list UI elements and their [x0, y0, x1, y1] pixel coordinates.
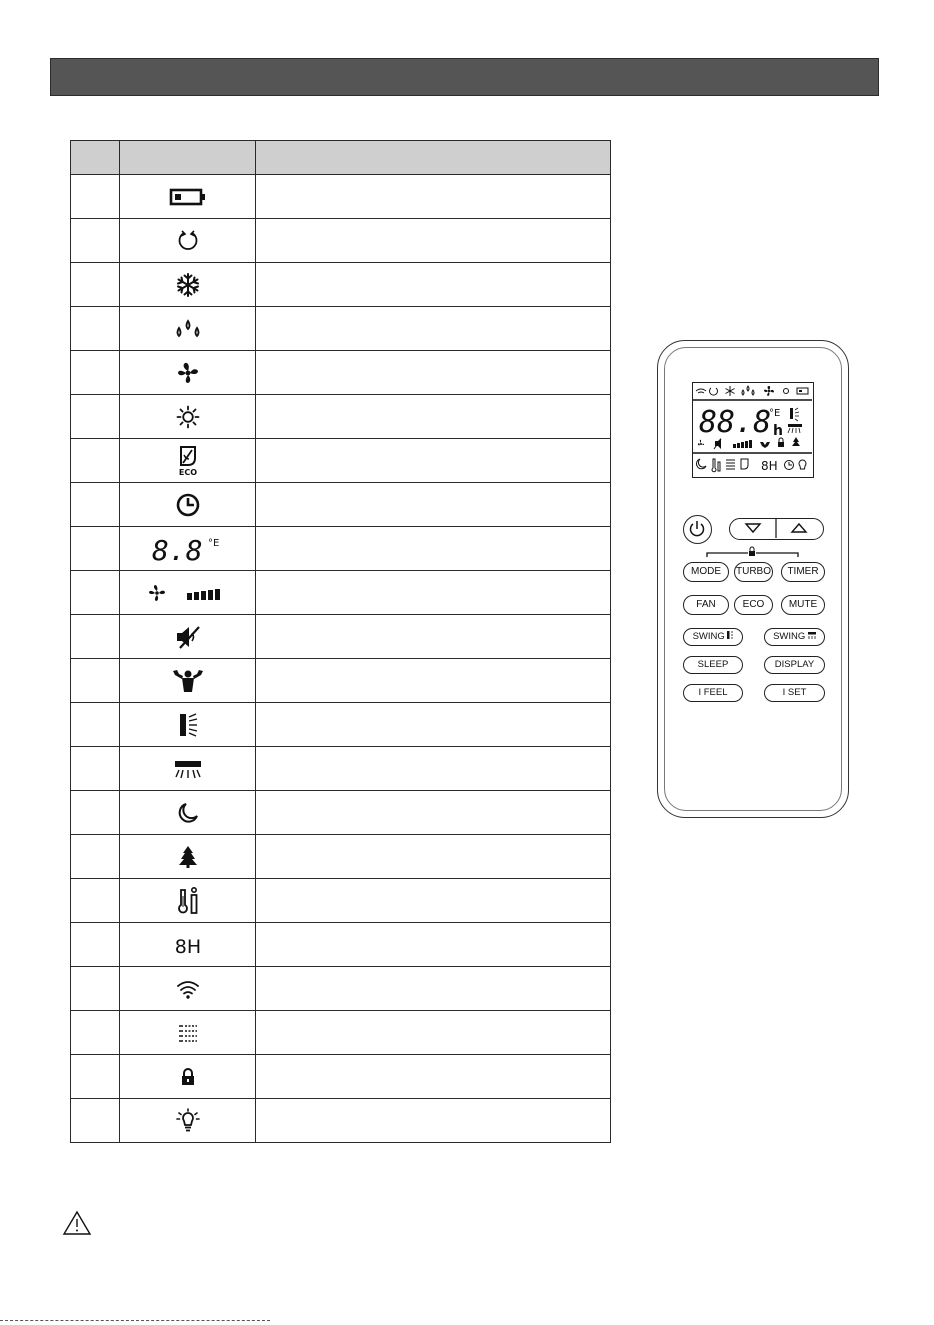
swing-horizontal-button[interactable]: [764, 628, 825, 646]
i-set-button[interactable]: I SET: [764, 684, 825, 702]
swing-horizontal-small-icon: [808, 632, 816, 639]
lcd-fan-icon: [764, 386, 774, 396]
lcd-auto-icon: [710, 388, 718, 395]
display-lines-icon: [175, 1021, 201, 1045]
power-icon: [684, 516, 710, 542]
icon-table: [70, 140, 611, 1143]
table-row: [71, 351, 611, 395]
table-row: [71, 659, 611, 703]
lock-icon: [179, 1067, 197, 1087]
table-row: [71, 703, 611, 747]
lock-combo-bracket: [705, 546, 800, 558]
i-feel-thermometer-person-icon: [175, 886, 201, 916]
table-row: [71, 571, 611, 615]
table-row: [71, 1011, 611, 1055]
header-symbol: [120, 141, 256, 175]
power-button[interactable]: [683, 515, 712, 544]
lcd-fan-small-icon: [700, 443, 702, 445]
lcd-ifeel-icon: [712, 459, 716, 472]
lcd-contents: [693, 383, 812, 476]
lcd-lock-icon: [778, 442, 784, 447]
swing-horizontal-label: SWING: [773, 631, 806, 642]
table-row: [71, 483, 611, 527]
table-row: [71, 791, 611, 835]
remote-lcd-screen: [692, 382, 814, 478]
swing-vertical-small-icon: [727, 631, 733, 639]
dry-mode-drops-icon: [174, 318, 202, 340]
display-digits: 8.8: [151, 533, 203, 564]
warning-triangle-icon: [62, 1210, 92, 1236]
mute-speaker-icon: [173, 624, 203, 650]
fan-mode-icon: [175, 360, 201, 386]
vertical-swing-icon: [175, 711, 201, 739]
lcd-hswing-icon: [788, 424, 802, 433]
fan-button[interactable]: FAN: [683, 595, 729, 615]
lcd-eco-icon: [741, 459, 748, 469]
timer-clock-icon: [175, 492, 201, 518]
lcd-snowflake-icon: [726, 386, 735, 396]
display-button[interactable]: DISPLAY: [764, 656, 825, 674]
eco-button[interactable]: ECO: [734, 595, 773, 615]
header-no: [71, 141, 120, 175]
wifi-icon: [175, 978, 201, 1000]
table-row: [71, 967, 611, 1011]
header-meaning: [256, 141, 611, 175]
eco-label: ECO: [178, 467, 197, 477]
display-unit: °E: [207, 537, 219, 549]
lcd-bulb-icon: [799, 460, 806, 469]
lcd-main-digits: 88.8: [699, 405, 772, 440]
light-bulb-icon: [175, 1108, 201, 1134]
lcd-turbo-icon: [760, 442, 770, 448]
table-row: [71, 1055, 611, 1099]
turbo-button[interactable]: TURBO: [734, 562, 773, 582]
lcd-wifi-icon: [696, 389, 706, 391]
table-row: [71, 175, 611, 219]
table-row: [71, 835, 611, 879]
tree-icon: [178, 845, 198, 869]
table-row: [71, 747, 611, 791]
section-header-bar: [50, 58, 879, 96]
table-row: [71, 219, 611, 263]
lcd-battery-icon: [797, 388, 808, 394]
eco-leaf-icon: [175, 444, 201, 478]
sleep-button[interactable]: SLEEP: [683, 656, 743, 674]
lcd-vswing-icon: [790, 408, 799, 421]
timer-button[interactable]: TIMER: [781, 562, 825, 582]
cool-mode-snowflake-icon: [175, 272, 201, 298]
table-row: [71, 395, 611, 439]
8h-label: 8H: [174, 935, 201, 957]
heat-mode-sun-icon: [176, 405, 200, 429]
table-row: [71, 263, 611, 307]
swing-vertical-label: SWING: [692, 631, 725, 642]
lcd-display-lines-icon: [726, 460, 735, 469]
table-row: [71, 527, 611, 571]
footer-dashed-line: [0, 1320, 270, 1323]
lcd-drops-icon: [742, 390, 744, 395]
i-feel-button[interactable]: I FEEL: [683, 684, 743, 702]
table-row: [71, 1099, 611, 1143]
mode-button[interactable]: MODE: [683, 562, 729, 582]
mute-button[interactable]: MUTE: [781, 595, 825, 615]
temp-up-button[interactable]: [777, 518, 824, 540]
8h-heating-icon: [171, 933, 205, 957]
lcd-tree-icon: [792, 437, 800, 446]
swing-vertical-button[interactable]: [683, 628, 743, 646]
table-row: [71, 307, 611, 351]
table-row: [71, 923, 611, 967]
lcd-unit-e: °E: [769, 408, 781, 419]
table-row: [71, 615, 611, 659]
temp-down-button[interactable]: [729, 518, 776, 540]
table-row: [71, 439, 611, 483]
sleep-moon-icon: [176, 801, 200, 825]
fan-speed-level-icon: [145, 581, 231, 605]
auto-mode-icon: [176, 229, 200, 253]
table-header-row: [71, 141, 611, 175]
lcd-moon-icon: [697, 459, 706, 469]
table-row: [71, 879, 611, 923]
temperature-display-icon: [148, 534, 228, 564]
horizontal-swing-icon: [173, 758, 203, 780]
turbo-strongman-icon: [170, 668, 206, 694]
lcd-8h-label: 8H: [761, 459, 778, 473]
lcd-unit-h: h: [773, 423, 783, 439]
battery-icon: [168, 186, 208, 208]
lcd-sun-icon: [784, 389, 789, 394]
